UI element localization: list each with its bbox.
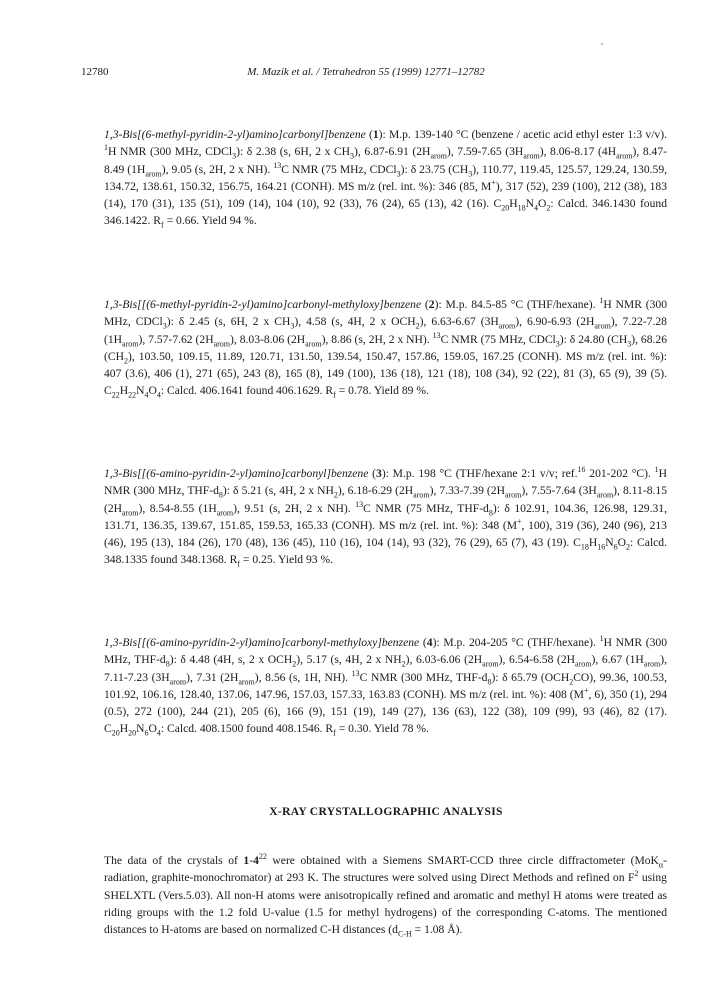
compound-3-paragraph: 1,3-Bis[[(6-amino-pyridin-2-yl)amino]carbonyl]benzene (3): M.p. 198 °C (THF/hexane 2:1 v/v; ref.$^{16}$ 201-202 °C). $^1$H NMR (300 MHz, THF-$d_8$): δ 5.21 (s, 4H, 2 x $NH_2$), 6.18-6.29 $(2H_{arom})$, 7.33-7.39 $(2H_{arom})$, 7.55-7.64 $(3H_{arom})$, 8.11-8.15 $(2H_{arom})$, 8.54-8.55 $(1H_{arom})$, 9.51 (s, 2H, 2 x NH). $^{13}$C NMR (75 MHz, THF-$d_8$): δ 102.91, 104.36, 126.98, 129.31, 131.71, 136.35, 139.67, 151.85, 159.53, 165.33 (CONH). MS m/z (rel. int. %): 348 (M+, 100), 319 (36), 240 (96), 213 (46), 195 (13), 184 (26), 170 (48), 136 (45), 110 (16), 104 (14), 93 (32), 76 (29), 65 (7), 43 (19). $C_{18}H_{16}N_6O_2$: Calcd. 348.1335 found 348.1368. $R_f = 0.25$. Yield 93 %. bbox=[104, 465, 668, 569]
compound-2-name: 1,3-Bis[[(6-methyl-pyridin-2-yl)amino]carbonyl-methyloxy]benzene bbox=[104, 298, 422, 311]
compound-4-name: 1,3-Bis[[(6-amino-pyridin-2-yl)amino]carbonyl-methyloxy]benzene bbox=[104, 636, 420, 649]
compound-4-paragraph: 1,3-Bis[[(6-amino-pyridin-2-yl)amino]carbonyl-methyloxy]benzene (4): M.p. 204-205 °C (THF/hexane). $^1$H NMR (300 MHz, THF-$d_8$): δ 4.48 (4H, s, 2 x $OCH_2$), 5.17 (s, 4H, 2 x $NH_2$), 6.03-6.06 $(2H_{arom})$, 6.54-6.58 $(2H_{arom})$, 6.67 $(1H_{arom})$, 7.11-7.23 $(3H_{arom})$, 7.31 $(2H_{arom})$, 8.56 (s, 1H, NH). $^{13}$C NMR (300 MHz, THF-$d_8$): δ 65.79 $(OCH_2CO)$, 99.36, 100.53, 101.92, 106.16, 128.40, 137.06, 147.96, 157.03, 157.33, 163.83 (CONH). MS m/z (rel. int. %): 408 (M+, 6), 350 (1), 294 (0.5), 272 (100), 244 (21), 205 (6), 166 (9), 151 (19), 149 (27), 136 (63), 122 (38), 109 (99), 93 (46), 82 (17). $C_{20}H_{20}N_6O_4$: Calcd. 408.1500 found 408.1546. $R_f = 0.30$. Yield 78 %. bbox=[104, 634, 668, 738]
xray-paragraph: The data of the crystals of $1-4^{22}$ were obtained with a Siemens SMART-CCD three circle diffractometer (MoK$_\alpha$-radiation, graphite-monochromator) at 293 K. The structures were solved using Direct Methods and refined on $F^2$ using SHELXTL (Vers.5.03). All non-H atoms were anisotropically refined and aromatic and methyl H atoms were treated as riding groups with the 1.2 fold U-value (1.5 for methyl hydrogens) of the corresponding C-atoms. The mentioned distances to H-atoms are based on normalized C-H distances ($d_{C-H} = 1.08$ Å). bbox=[104, 852, 667, 939]
section-heading: X-RAY CRYSTALLOGRAPHIC ANALYSIS bbox=[269, 805, 503, 818]
compound-3-name: 1,3-Bis[[(6-amino-pyridin-2-yl)amino]carbonyl]benzene bbox=[104, 467, 369, 480]
running-head: M. Mazik et al. / Tetrahedron 55 (1999) 12771–12782 bbox=[247, 66, 485, 78]
page-header bbox=[81, 66, 651, 86]
scan-speck bbox=[601, 43, 603, 45]
compound-1-name: 1,3-Bis[(6-methyl-pyridin-2-yl)amino]carbonyl]benzene bbox=[104, 128, 366, 141]
page-number: 12780 bbox=[81, 66, 109, 78]
compound-2-paragraph: 1,3-Bis[[(6-methyl-pyridin-2-yl)amino]carbonyl-methyloxy]benzene (2): M.p. 84.5-85 °C (THF/hexane). $^1$H NMR (300 MHz, CDCl$_3$): δ 2.45 (s, 6H, 2 x $CH_3$), 4.58 (s, 4H, 2 x $OCH_2$), 6.63-6.67 $(3H_{arom})$, 6.90-6.93 $(2H_{arom})$, 7.22-7.28 $(1H_{arom})$, 7.57-7.62 $(2H_{arom})$, 8.03-8.06 $(2H_{arom})$, 8.86 (s, 2H, 2 x NH). $^{13}$C NMR (75 MHz, CDCl$_3$): δ 24.80 $(CH_3)$, 68.26 $(CH_2)$, 103.50, 109.15, 11.89, 120.71, 131.50, 139.54, 150.47, 157.86, 159.05, 167.25 (CONH). MS m/z (rel. int. %): 407 (3.6), 406 (1), 271 (65), 243 (8), 165 (8), 149 (100), 136 (18), 121 (18), 108 (34), 92 (22), 81 (3), 65 (9), 39 (5). $C_{22}H_{22}N_4O_4$: Calcd. 406.1641 found 406.1629. $R_f = 0.78$. Yield 89 %. bbox=[104, 296, 667, 400]
compound-1-paragraph: 1,3-Bis[(6-methyl-pyridin-2-yl)amino]carbonyl]benzene (1): M.p. 139-140 °C (benzene / acetic acid ethyl ester 1:3 v/v). $^1$H NMR (300 MHz, CDCl$_3$): δ 2.38 (s, 6H, 2 x $CH_3$), 6.87-6.91 $(2H_{arom})$, 7.59-7.65 $(3H_{arom})$, 8.06-8.17 $(4H_{arom})$, 8.47-8.49 $(1H_{arom})$, 9.05 (s, 2H, 2 x NH). $^{13}$C NMR (75 MHz, CDCl$_3$): δ 23.75 $(CH_3)$, 110.77, 119.45, 125.57, 129.24, 130.59, 134.72, 138.61, 150.32, 156.75, 164.21 (CONH). MS m/z (rel. int. %): 346 (85, M+), 317 (52), 239 (100), 212 (38), 183 (14), 170 (31), 135 (51), 109 (14), 104 (10), 92 (33), 76 (24), 65 (13), 42 (16). $C_{20}H_{18}N_4O_2$: Calcd. 346.1430 found 346.1422. $R_f = 0.66$. Yield 94 %. bbox=[104, 128, 668, 230]
